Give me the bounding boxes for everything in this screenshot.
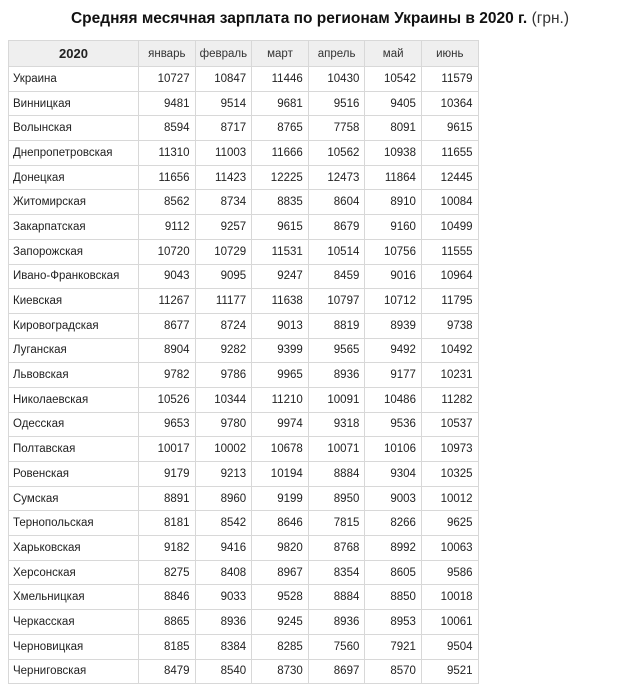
table-row bbox=[9, 338, 479, 363]
month-header: март bbox=[252, 41, 309, 67]
salary-value: 9160 bbox=[365, 215, 422, 240]
table-row bbox=[9, 659, 479, 684]
salary-value: 11579 bbox=[421, 67, 478, 92]
salary-value: 10938 bbox=[365, 141, 422, 166]
page-title bbox=[0, 10, 640, 28]
salary-value: 8717 bbox=[195, 116, 252, 141]
salary-value: 11555 bbox=[421, 239, 478, 264]
table-row bbox=[9, 610, 479, 635]
salary-value: 9528 bbox=[252, 585, 309, 610]
salary-value: 9492 bbox=[365, 338, 422, 363]
salary-value: 8724 bbox=[195, 313, 252, 338]
salary-value: 8275 bbox=[139, 560, 196, 585]
table-row bbox=[9, 264, 479, 289]
salary-value: 11666 bbox=[252, 141, 309, 166]
month-header: январь bbox=[139, 41, 196, 67]
month-header: февраль bbox=[195, 41, 252, 67]
salary-value: 10084 bbox=[421, 190, 478, 215]
salary-value: 9615 bbox=[252, 215, 309, 240]
salary-value: 10720 bbox=[139, 239, 196, 264]
salary-value: 10061 bbox=[421, 610, 478, 635]
table-row bbox=[9, 141, 479, 166]
salary-value: 8185 bbox=[139, 634, 196, 659]
table-row bbox=[9, 165, 479, 190]
region-name: Луганская bbox=[9, 338, 139, 363]
salary-value: 8936 bbox=[308, 363, 365, 388]
region-name: Львовская bbox=[9, 363, 139, 388]
salary-value: 9179 bbox=[139, 462, 196, 487]
region-name: Черниговская bbox=[9, 659, 139, 684]
salary-value: 10514 bbox=[308, 239, 365, 264]
month-header: май bbox=[365, 41, 422, 67]
salary-value: 9405 bbox=[365, 91, 422, 116]
salary-value: 8967 bbox=[252, 560, 309, 585]
salary-value: 9245 bbox=[252, 610, 309, 635]
salary-value: 10562 bbox=[308, 141, 365, 166]
salary-value: 8768 bbox=[308, 536, 365, 561]
salary-value: 8865 bbox=[139, 610, 196, 635]
salary-value: 9586 bbox=[421, 560, 478, 585]
salary-value: 9112 bbox=[139, 215, 196, 240]
salary-value: 10071 bbox=[308, 437, 365, 462]
region-name: Житомирская bbox=[9, 190, 139, 215]
salary-value: 10678 bbox=[252, 437, 309, 462]
region-name: Винницкая bbox=[9, 91, 139, 116]
salary-value: 8734 bbox=[195, 190, 252, 215]
salary-value: 11423 bbox=[195, 165, 252, 190]
salary-value: 12225 bbox=[252, 165, 309, 190]
salary-value: 9043 bbox=[139, 264, 196, 289]
region-name: Донецкая bbox=[9, 165, 139, 190]
table-row bbox=[9, 511, 479, 536]
salary-value: 10964 bbox=[421, 264, 478, 289]
salary-value: 10430 bbox=[308, 67, 365, 92]
region-name: Волынская bbox=[9, 116, 139, 141]
salary-value: 8646 bbox=[252, 511, 309, 536]
salary-value: 9782 bbox=[139, 363, 196, 388]
salary-value: 9016 bbox=[365, 264, 422, 289]
salary-value: 9282 bbox=[195, 338, 252, 363]
salary-value: 8677 bbox=[139, 313, 196, 338]
salary-value: 10486 bbox=[365, 387, 422, 412]
salary-value: 9965 bbox=[252, 363, 309, 388]
region-name: Николаевская bbox=[9, 387, 139, 412]
salary-value: 9416 bbox=[195, 536, 252, 561]
salary-value: 9481 bbox=[139, 91, 196, 116]
table-row bbox=[9, 363, 479, 388]
salary-value: 9013 bbox=[252, 313, 309, 338]
salary-value: 9625 bbox=[421, 511, 478, 536]
salary-value: 9974 bbox=[252, 412, 309, 437]
salary-value: 12445 bbox=[421, 165, 478, 190]
region-name: Днепропетровская bbox=[9, 141, 139, 166]
salary-value: 8604 bbox=[308, 190, 365, 215]
salary-value: 8884 bbox=[308, 585, 365, 610]
salary-value: 11446 bbox=[252, 67, 309, 92]
salary-value: 9786 bbox=[195, 363, 252, 388]
salary-value: 10712 bbox=[365, 289, 422, 314]
table-row bbox=[9, 560, 479, 585]
salary-value: 9514 bbox=[195, 91, 252, 116]
salary-value: 10499 bbox=[421, 215, 478, 240]
salary-value: 8936 bbox=[195, 610, 252, 635]
salary-value: 7921 bbox=[365, 634, 422, 659]
region-name: Кировоградская bbox=[9, 313, 139, 338]
salary-value: 9199 bbox=[252, 486, 309, 511]
salary-value: 11177 bbox=[195, 289, 252, 314]
salary-value: 9681 bbox=[252, 91, 309, 116]
salary-value: 10017 bbox=[139, 437, 196, 462]
salary-value: 10797 bbox=[308, 289, 365, 314]
table-row bbox=[9, 239, 479, 264]
table-body bbox=[9, 67, 479, 684]
salary-value: 10012 bbox=[421, 486, 478, 511]
table-row bbox=[9, 536, 479, 561]
salary-value: 8679 bbox=[308, 215, 365, 240]
salary-value: 8936 bbox=[308, 610, 365, 635]
salary-value: 11795 bbox=[421, 289, 478, 314]
salary-value: 10194 bbox=[252, 462, 309, 487]
salary-value: 10091 bbox=[308, 387, 365, 412]
salary-value: 8950 bbox=[308, 486, 365, 511]
salary-value: 8884 bbox=[308, 462, 365, 487]
salary-value: 9504 bbox=[421, 634, 478, 659]
salary-value: 8697 bbox=[308, 659, 365, 684]
table-row bbox=[9, 412, 479, 437]
salary-value: 8910 bbox=[365, 190, 422, 215]
year-header: 2020 bbox=[9, 41, 139, 67]
salary-value: 8540 bbox=[195, 659, 252, 684]
salary-value: 8570 bbox=[365, 659, 422, 684]
salary-value: 8594 bbox=[139, 116, 196, 141]
salary-value: 8091 bbox=[365, 116, 422, 141]
salary-value: 8730 bbox=[252, 659, 309, 684]
table-row bbox=[9, 215, 479, 240]
salary-value: 7758 bbox=[308, 116, 365, 141]
region-name: Украина bbox=[9, 67, 139, 92]
salary-value: 10542 bbox=[365, 67, 422, 92]
salary-value: 11656 bbox=[139, 165, 196, 190]
salary-value: 9521 bbox=[421, 659, 478, 684]
region-name: Киевская bbox=[9, 289, 139, 314]
salary-value: 8384 bbox=[195, 634, 252, 659]
salary-value: 9095 bbox=[195, 264, 252, 289]
salary-value: 10492 bbox=[421, 338, 478, 363]
salary-value: 8181 bbox=[139, 511, 196, 536]
salary-value: 11282 bbox=[421, 387, 478, 412]
salary-value: 8542 bbox=[195, 511, 252, 536]
salary-value: 9399 bbox=[252, 338, 309, 363]
salary-value: 8479 bbox=[139, 659, 196, 684]
region-name: Черновицкая bbox=[9, 634, 139, 659]
salary-value: 11638 bbox=[252, 289, 309, 314]
salary-value: 8285 bbox=[252, 634, 309, 659]
region-name: Ровенская bbox=[9, 462, 139, 487]
salary-value: 9653 bbox=[139, 412, 196, 437]
salary-value: 8960 bbox=[195, 486, 252, 511]
salary-value: 8605 bbox=[365, 560, 422, 585]
salary-value: 9780 bbox=[195, 412, 252, 437]
table-row bbox=[9, 289, 479, 314]
salary-value: 9003 bbox=[365, 486, 422, 511]
salary-value: 8850 bbox=[365, 585, 422, 610]
table-row bbox=[9, 190, 479, 215]
salary-value: 9536 bbox=[365, 412, 422, 437]
region-name: Закарпатская bbox=[9, 215, 139, 240]
salary-value: 10973 bbox=[421, 437, 478, 462]
salary-value: 10727 bbox=[139, 67, 196, 92]
salary-value: 9033 bbox=[195, 585, 252, 610]
salary-value: 10325 bbox=[421, 462, 478, 487]
salary-value: 9182 bbox=[139, 536, 196, 561]
salary-value: 7560 bbox=[308, 634, 365, 659]
salary-value: 9304 bbox=[365, 462, 422, 487]
salary-table bbox=[8, 40, 479, 684]
salary-value: 10002 bbox=[195, 437, 252, 462]
salary-value: 10756 bbox=[365, 239, 422, 264]
table-row bbox=[9, 437, 479, 462]
salary-value: 10018 bbox=[421, 585, 478, 610]
salary-value: 11210 bbox=[252, 387, 309, 412]
salary-value: 9213 bbox=[195, 462, 252, 487]
salary-value: 8835 bbox=[252, 190, 309, 215]
region-name: Харьковская bbox=[9, 536, 139, 561]
table-row bbox=[9, 634, 479, 659]
salary-value: 8891 bbox=[139, 486, 196, 511]
salary-value: 9257 bbox=[195, 215, 252, 240]
salary-value: 10537 bbox=[421, 412, 478, 437]
salary-value: 9247 bbox=[252, 264, 309, 289]
salary-value: 10063 bbox=[421, 536, 478, 561]
region-name: Тернопольская bbox=[9, 511, 139, 536]
table-row bbox=[9, 387, 479, 412]
title-unit: (грн.) bbox=[531, 10, 570, 27]
salary-value: 8904 bbox=[139, 338, 196, 363]
salary-value: 9177 bbox=[365, 363, 422, 388]
salary-value: 8765 bbox=[252, 116, 309, 141]
salary-value: 12473 bbox=[308, 165, 365, 190]
month-header: апрель bbox=[308, 41, 365, 67]
salary-value: 8846 bbox=[139, 585, 196, 610]
salary-value: 10231 bbox=[421, 363, 478, 388]
region-name: Хмельницкая bbox=[9, 585, 139, 610]
salary-value: 11531 bbox=[252, 239, 309, 264]
table-row bbox=[9, 313, 479, 338]
salary-value: 11310 bbox=[139, 141, 196, 166]
salary-value: 11267 bbox=[139, 289, 196, 314]
table-header-row bbox=[9, 41, 479, 67]
region-name: Одесская bbox=[9, 412, 139, 437]
table-row bbox=[9, 486, 479, 511]
title-main: Средняя месячная зарплата по регионам Украины в 2020 г. bbox=[70, 10, 528, 27]
salary-value: 11003 bbox=[195, 141, 252, 166]
table-row bbox=[9, 116, 479, 141]
region-name: Черкасская bbox=[9, 610, 139, 635]
salary-value: 11655 bbox=[421, 141, 478, 166]
salary-value: 9738 bbox=[421, 313, 478, 338]
salary-value: 10729 bbox=[195, 239, 252, 264]
table-row bbox=[9, 585, 479, 610]
salary-value: 9615 bbox=[421, 116, 478, 141]
salary-value: 9820 bbox=[252, 536, 309, 561]
salary-value: 8819 bbox=[308, 313, 365, 338]
table-row bbox=[9, 91, 479, 116]
salary-value: 10364 bbox=[421, 91, 478, 116]
region-name: Херсонская bbox=[9, 560, 139, 585]
month-header: июнь bbox=[421, 41, 478, 67]
salary-value: 7815 bbox=[308, 511, 365, 536]
salary-value: 9516 bbox=[308, 91, 365, 116]
salary-value: 8939 bbox=[365, 313, 422, 338]
salary-value: 8408 bbox=[195, 560, 252, 585]
salary-value: 8953 bbox=[365, 610, 422, 635]
salary-value: 10526 bbox=[139, 387, 196, 412]
salary-value: 10106 bbox=[365, 437, 422, 462]
region-name: Ивано-Франковская bbox=[9, 264, 139, 289]
salary-value: 9318 bbox=[308, 412, 365, 437]
salary-value: 8266 bbox=[365, 511, 422, 536]
salary-value: 9565 bbox=[308, 338, 365, 363]
table-row bbox=[9, 67, 479, 92]
region-name: Запорожская bbox=[9, 239, 139, 264]
region-name: Полтавская bbox=[9, 437, 139, 462]
salary-value: 8354 bbox=[308, 560, 365, 585]
salary-value: 8562 bbox=[139, 190, 196, 215]
salary-value: 8992 bbox=[365, 536, 422, 561]
salary-value: 8459 bbox=[308, 264, 365, 289]
salary-value: 10847 bbox=[195, 67, 252, 92]
salary-value: 11864 bbox=[365, 165, 422, 190]
table-row bbox=[9, 462, 479, 487]
salary-value: 10344 bbox=[195, 387, 252, 412]
region-name: Сумская bbox=[9, 486, 139, 511]
